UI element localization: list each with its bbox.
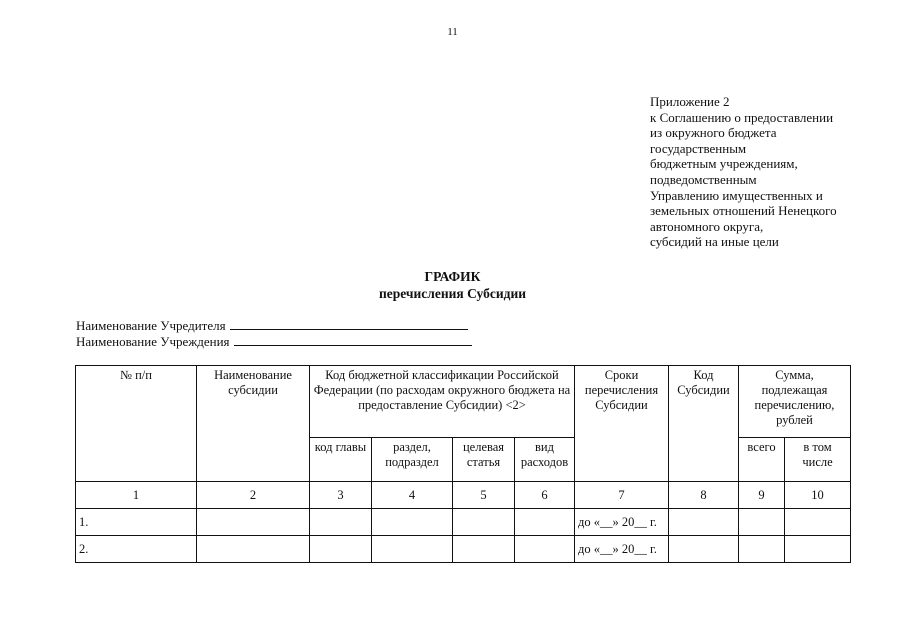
table-cell[interactable] <box>453 536 515 563</box>
table-cell[interactable] <box>785 509 851 536</box>
column-number: 10 <box>785 482 851 509</box>
institution-label: Наименование Учреждения <box>76 334 230 349</box>
header-num: № п/п <box>76 366 197 482</box>
header-target-article: целевая статья <box>453 438 515 482</box>
appendix-line: из окружного бюджета <box>650 125 777 141</box>
header-subsidy-code: Код Субсидии <box>669 366 739 482</box>
column-number: 5 <box>453 482 515 509</box>
row-term[interactable]: до «__» 20__ г. <box>575 509 669 536</box>
appendix-line: бюджетным учреждениям, <box>650 156 798 172</box>
appendix-line: подведомственным <box>650 171 757 187</box>
header-including: в том числе <box>785 438 851 482</box>
table-cell[interactable] <box>785 536 851 563</box>
appendix-line: к Соглашению о предоставлении <box>650 109 834 125</box>
document-title-block <box>0 268 905 302</box>
schedule-table <box>75 365 851 563</box>
table-cell[interactable] <box>739 509 785 536</box>
row-number: 1. <box>76 509 197 536</box>
column-number: 2 <box>197 482 310 509</box>
founder-field <box>76 318 468 334</box>
appendix-line: автономного округа, <box>650 218 764 234</box>
header-sum: Сумма, подлежащая перечислению, рублей <box>739 366 851 438</box>
header-expense-type: вид расходов <box>515 438 575 482</box>
appendix-line: субсидий на иные цели <box>650 234 779 250</box>
appendix-line: земельных отношений Ненецкого <box>650 203 837 219</box>
table-cell[interactable] <box>310 536 372 563</box>
table-cell[interactable] <box>453 509 515 536</box>
header-budget-classification: Код бюджетной классификации Российской Федерации (по расходам окружного бюджета на предоставление Субсидии) <2> <box>310 366 575 438</box>
row-number: 2. <box>76 536 197 563</box>
header-total: всего <box>739 438 785 482</box>
document-title: ГРАФИК <box>424 269 481 284</box>
institution-field <box>76 334 472 350</box>
table-row <box>76 509 851 536</box>
row-term[interactable]: до «__» 20__ г. <box>575 536 669 563</box>
table-cell[interactable] <box>197 509 310 536</box>
column-number: 4 <box>372 482 453 509</box>
table-cell[interactable] <box>372 509 453 536</box>
header-section: раздел, подраздел <box>372 438 453 482</box>
table-cell[interactable] <box>515 509 575 536</box>
column-number: 1 <box>76 482 197 509</box>
header-subsidy-name: Наименование субсидии <box>197 366 310 482</box>
appendix-note <box>650 94 900 250</box>
table-cell[interactable] <box>372 536 453 563</box>
appendix-line: Приложение 2 <box>650 94 730 109</box>
header-transfer-terms: Сроки перечисления Субсидии <box>575 366 669 482</box>
column-number: 8 <box>669 482 739 509</box>
table-cell[interactable] <box>669 509 739 536</box>
table-cell[interactable] <box>515 536 575 563</box>
table-cell[interactable] <box>310 509 372 536</box>
appendix-line: государственным <box>650 140 747 156</box>
column-number: 7 <box>575 482 669 509</box>
document-subtitle: перечисления Субсидии <box>378 286 526 301</box>
column-number: 9 <box>739 482 785 509</box>
table-cell[interactable] <box>197 536 310 563</box>
institution-blank-line[interactable] <box>234 334 472 346</box>
table-cell[interactable] <box>739 536 785 563</box>
founder-blank-line[interactable] <box>230 318 468 330</box>
table-cell[interactable] <box>669 536 739 563</box>
table-row <box>76 536 851 563</box>
column-number: 6 <box>515 482 575 509</box>
header-chapter-code: код главы <box>310 438 372 482</box>
page-number: 11 <box>447 26 458 38</box>
column-number: 3 <box>310 482 372 509</box>
founder-label: Наименование Учредителя <box>76 318 226 333</box>
appendix-line: Управлению имущественных и <box>650 187 823 203</box>
